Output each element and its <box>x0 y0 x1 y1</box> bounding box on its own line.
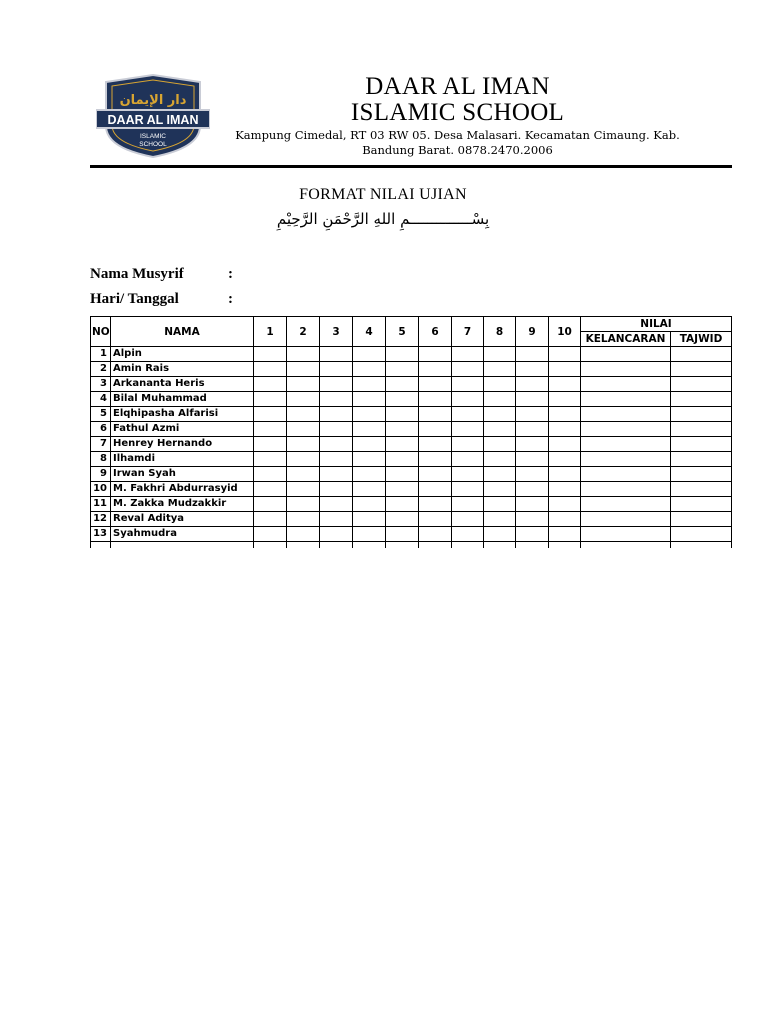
kelancaran-cell[interactable] <box>581 467 671 482</box>
score-cell-8[interactable] <box>484 512 516 527</box>
score-cell-5[interactable] <box>386 512 419 527</box>
row-number: 12 <box>91 512 111 527</box>
score-cell-5[interactable] <box>386 347 419 362</box>
kelancaran-cell[interactable] <box>581 392 671 407</box>
row-number: 4 <box>91 392 111 407</box>
score-cell-6[interactable] <box>419 392 452 407</box>
score-cell-5[interactable] <box>386 377 419 392</box>
score-cell-9[interactable] <box>516 392 549 407</box>
student-name: Fathul Azmi <box>111 422 254 437</box>
score-cell-10[interactable] <box>549 362 581 377</box>
score-cell-5[interactable] <box>386 497 419 512</box>
student-name: Amin Rais <box>111 362 254 377</box>
score-cell-3[interactable] <box>320 392 353 407</box>
score-cell-2[interactable] <box>287 437 320 452</box>
score-cell-10[interactable] <box>549 392 581 407</box>
score-cell-5[interactable] <box>386 527 419 542</box>
tajwid-cell[interactable] <box>671 497 732 512</box>
score-cell-4[interactable] <box>353 452 386 467</box>
score-cell-1[interactable] <box>254 392 287 407</box>
empty-cell <box>452 542 484 549</box>
tajwid-cell[interactable] <box>671 452 732 467</box>
score-cell-10[interactable] <box>549 347 581 362</box>
score-cell-9[interactable] <box>516 452 549 467</box>
school-name-line-1: DAAR AL IMAN <box>365 73 550 100</box>
kelancaran-cell[interactable] <box>581 527 671 542</box>
logo-arabic-text: دار الإيمان <box>119 93 187 108</box>
score-cell-5[interactable] <box>386 452 419 467</box>
table-row <box>91 482 732 497</box>
letterhead <box>90 70 732 166</box>
score-cell-4[interactable] <box>353 527 386 542</box>
score-cell-5[interactable] <box>386 467 419 482</box>
row-number: 5 <box>91 407 111 422</box>
score-cell-1[interactable] <box>254 407 287 422</box>
tajwid-cell[interactable] <box>671 422 732 437</box>
score-cell-3[interactable] <box>320 452 353 467</box>
score-cell-2[interactable] <box>287 512 320 527</box>
table-row <box>91 527 732 542</box>
score-cell-9[interactable] <box>516 422 549 437</box>
tajwid-cell[interactable] <box>671 377 732 392</box>
score-cell-7[interactable] <box>452 482 484 497</box>
header-col-7: 7 <box>452 317 484 347</box>
student-name: M. Fakhri Abdurrasyid <box>111 482 254 497</box>
score-cell-10[interactable] <box>549 482 581 497</box>
tajwid-cell[interactable] <box>671 527 732 542</box>
header-col-9: 9 <box>516 317 549 347</box>
score-cell-7[interactable] <box>452 512 484 527</box>
empty-cell <box>671 542 732 549</box>
score-cell-9[interactable] <box>516 482 549 497</box>
score-cell-2[interactable] <box>287 527 320 542</box>
score-cell-4[interactable] <box>353 512 386 527</box>
kelancaran-cell[interactable] <box>581 437 671 452</box>
score-cell-4[interactable] <box>353 407 386 422</box>
score-cell-2[interactable] <box>287 392 320 407</box>
student-name: Henrey Hernando <box>111 437 254 452</box>
empty-cell <box>581 542 671 549</box>
score-cell-7[interactable] <box>452 392 484 407</box>
tajwid-cell[interactable] <box>671 392 732 407</box>
score-cell-3[interactable] <box>320 362 353 377</box>
score-cell-7[interactable] <box>452 362 484 377</box>
letterhead-divider <box>90 165 732 168</box>
score-cell-6[interactable] <box>419 407 452 422</box>
school-name <box>220 74 695 126</box>
score-cell-7[interactable] <box>452 467 484 482</box>
school-name-line-2: ISLAMIC SCHOOL <box>350 99 565 126</box>
header-col-8: 8 <box>484 317 516 347</box>
row-number: 7 <box>91 437 111 452</box>
score-cell-10[interactable] <box>549 497 581 512</box>
student-name: Elqhipasha Alfarisi <box>111 407 254 422</box>
kelancaran-cell[interactable] <box>581 512 671 527</box>
score-cell-8[interactable] <box>484 377 516 392</box>
score-cell-2[interactable] <box>287 422 320 437</box>
score-cell-9[interactable] <box>516 497 549 512</box>
logo-sub-text-2: SCHOOL <box>139 141 167 148</box>
empty-cell <box>386 542 419 549</box>
table-row <box>91 392 732 407</box>
row-number: 6 <box>91 422 111 437</box>
score-cell-3[interactable] <box>320 347 353 362</box>
row-number: 13 <box>91 527 111 542</box>
score-table <box>90 316 732 548</box>
score-cell-1[interactable] <box>254 527 287 542</box>
row-number: 10 <box>91 482 111 497</box>
header-col-2: 2 <box>287 317 320 347</box>
tajwid-cell[interactable] <box>671 362 732 377</box>
score-cell-1[interactable] <box>254 422 287 437</box>
score-cell-9[interactable] <box>516 362 549 377</box>
score-cell-6[interactable] <box>419 452 452 467</box>
score-cell-9[interactable] <box>516 377 549 392</box>
score-cell-5[interactable] <box>386 362 419 377</box>
score-cell-8[interactable] <box>484 527 516 542</box>
score-cell-7[interactable] <box>452 527 484 542</box>
score-cell-1[interactable] <box>254 482 287 497</box>
score-cell-8[interactable] <box>484 467 516 482</box>
score-cell-9[interactable] <box>516 437 549 452</box>
kelancaran-cell[interactable] <box>581 422 671 437</box>
score-cell-3[interactable] <box>320 467 353 482</box>
score-cell-9[interactable] <box>516 512 549 527</box>
score-cell-10[interactable] <box>549 527 581 542</box>
empty-cell <box>484 542 516 549</box>
row-number: 9 <box>91 467 111 482</box>
score-cell-1[interactable] <box>254 452 287 467</box>
row-number: 11 <box>91 497 111 512</box>
score-cell-3[interactable] <box>320 377 353 392</box>
row-number: 2 <box>91 362 111 377</box>
tajwid-cell[interactable] <box>671 407 732 422</box>
score-cell-2[interactable] <box>287 407 320 422</box>
score-cell-10[interactable] <box>549 407 581 422</box>
score-cell-3[interactable] <box>320 437 353 452</box>
field-colon: : <box>228 291 233 307</box>
score-cell-9[interactable] <box>516 467 549 482</box>
score-cell-5[interactable] <box>386 422 419 437</box>
field-hari-tanggal <box>90 291 233 308</box>
student-name: Syahmudra <box>111 527 254 542</box>
score-cell-6[interactable] <box>419 527 452 542</box>
score-cell-6[interactable] <box>419 362 452 377</box>
tajwid-cell[interactable] <box>671 512 732 527</box>
tajwid-cell[interactable] <box>671 347 732 362</box>
score-cell-6[interactable] <box>419 437 452 452</box>
field-label: Nama Musyrif <box>90 266 184 282</box>
score-cell-1[interactable] <box>254 497 287 512</box>
score-cell-8[interactable] <box>484 497 516 512</box>
score-cell-4[interactable] <box>353 497 386 512</box>
score-cell-6[interactable] <box>419 512 452 527</box>
kelancaran-cell[interactable] <box>581 497 671 512</box>
student-name: Ilhamdi <box>111 452 254 467</box>
school-address <box>220 128 695 158</box>
header-col-10: 10 <box>549 317 581 347</box>
score-cell-1[interactable] <box>254 467 287 482</box>
score-cell-6[interactable] <box>419 482 452 497</box>
student-name: Bilal Muhammad <box>111 392 254 407</box>
score-cell-7[interactable] <box>452 437 484 452</box>
tajwid-cell[interactable] <box>671 467 732 482</box>
score-cell-7[interactable] <box>452 422 484 437</box>
score-cell-3[interactable] <box>320 482 353 497</box>
table-row <box>91 407 732 422</box>
score-cell-2[interactable] <box>287 452 320 467</box>
score-cell-9[interactable] <box>516 407 549 422</box>
table-row <box>91 437 732 452</box>
table-row <box>91 467 732 482</box>
logo-name-text: DAAR AL IMAN <box>107 113 199 127</box>
empty-cell <box>549 542 581 549</box>
empty-cell <box>111 542 254 549</box>
score-cell-10[interactable] <box>549 452 581 467</box>
score-cell-8[interactable] <box>484 362 516 377</box>
header-col-5: 5 <box>386 317 419 347</box>
address-line-1: Kampung Cimedal, RT 03 RW 05. Desa Malasari. Kecamatan Cimaung. Kab. <box>235 128 680 142</box>
score-cell-6[interactable] <box>419 467 452 482</box>
student-name: Arkananta Heris <box>111 377 254 392</box>
score-cell-8[interactable] <box>484 482 516 497</box>
score-cell-4[interactable] <box>353 377 386 392</box>
score-cell-8[interactable] <box>484 422 516 437</box>
score-cell-8[interactable] <box>484 407 516 422</box>
header-no: NO <box>91 317 111 347</box>
score-cell-4[interactable] <box>353 437 386 452</box>
header-col-6: 6 <box>419 317 452 347</box>
field-label: Hari/ Tanggal <box>90 291 179 307</box>
score-cell-2[interactable] <box>287 467 320 482</box>
header-tajwid: TAJWID <box>671 332 732 347</box>
header-col-1: 1 <box>254 317 287 347</box>
score-cell-2[interactable] <box>287 347 320 362</box>
score-cell-6[interactable] <box>419 347 452 362</box>
score-cell-1[interactable] <box>254 512 287 527</box>
score-cell-8[interactable] <box>484 452 516 467</box>
row-number: 3 <box>91 377 111 392</box>
address-line-2: Bandung Barat. 0878.2470.2006 <box>362 143 553 157</box>
school-logo <box>96 74 210 158</box>
score-cell-4[interactable] <box>353 482 386 497</box>
score-cell-6[interactable] <box>419 497 452 512</box>
score-cell-7[interactable] <box>452 407 484 422</box>
score-cell-7[interactable] <box>452 377 484 392</box>
table-row <box>91 347 732 362</box>
score-cell-3[interactable] <box>320 497 353 512</box>
field-colon: : <box>228 266 233 282</box>
score-cell-3[interactable] <box>320 407 353 422</box>
logo-sub-text-1: ISLAMIC <box>139 133 167 140</box>
empty-cell <box>419 542 452 549</box>
table-row <box>91 497 732 512</box>
score-cell-10[interactable] <box>549 467 581 482</box>
student-name: Reval Aditya <box>111 512 254 527</box>
score-cell-10[interactable] <box>549 377 581 392</box>
score-cell-1[interactable] <box>254 362 287 377</box>
score-cell-8[interactable] <box>484 347 516 362</box>
empty-cell <box>91 542 111 549</box>
kelancaran-cell[interactable] <box>581 362 671 377</box>
score-cell-9[interactable] <box>516 527 549 542</box>
empty-cell <box>254 542 287 549</box>
student-name: Irwan Syah <box>111 467 254 482</box>
score-cell-4[interactable] <box>353 347 386 362</box>
score-cell-2[interactable] <box>287 362 320 377</box>
score-cell-6[interactable] <box>419 377 452 392</box>
score-cell-2[interactable] <box>287 482 320 497</box>
score-cell-7[interactable] <box>452 497 484 512</box>
score-cell-10[interactable] <box>549 512 581 527</box>
empty-cell <box>320 542 353 549</box>
score-cell-4[interactable] <box>353 392 386 407</box>
score-cell-4[interactable] <box>353 467 386 482</box>
kelancaran-cell[interactable] <box>581 377 671 392</box>
form-title: FORMAT NILAI UJIAN <box>299 186 467 203</box>
header-kelancaran: KELANCARAN <box>581 332 671 347</box>
score-cell-5[interactable] <box>386 437 419 452</box>
table-row <box>91 452 732 467</box>
score-cell-5[interactable] <box>386 392 419 407</box>
score-cell-3[interactable] <box>320 422 353 437</box>
student-name: M. Zakka Mudzakkir <box>111 497 254 512</box>
score-cell-1[interactable] <box>254 347 287 362</box>
empty-cell <box>353 542 386 549</box>
table-row-empty <box>91 542 732 549</box>
score-cell-9[interactable] <box>516 347 549 362</box>
score-cell-2[interactable] <box>287 497 320 512</box>
score-cell-8[interactable] <box>484 392 516 407</box>
score-cell-5[interactable] <box>386 407 419 422</box>
score-cell-1[interactable] <box>254 437 287 452</box>
header-nilai: NILAI <box>581 317 732 332</box>
header-col-4: 4 <box>353 317 386 347</box>
tajwid-cell[interactable] <box>671 482 732 497</box>
empty-cell <box>287 542 320 549</box>
score-cell-10[interactable] <box>549 437 581 452</box>
score-table-body <box>91 347 732 549</box>
field-nama-musyrif <box>90 266 233 283</box>
table-row <box>91 362 732 377</box>
score-cell-3[interactable] <box>320 527 353 542</box>
score-cell-3[interactable] <box>320 512 353 527</box>
score-cell-2[interactable] <box>287 377 320 392</box>
student-name: Alpin <box>111 347 254 362</box>
table-row <box>91 512 732 527</box>
kelancaran-cell[interactable] <box>581 407 671 422</box>
tajwid-cell[interactable] <box>671 437 732 452</box>
score-cell-7[interactable] <box>452 452 484 467</box>
header-col-3: 3 <box>320 317 353 347</box>
score-cell-7[interactable] <box>452 347 484 362</box>
score-cell-10[interactable] <box>549 422 581 437</box>
kelancaran-cell[interactable] <box>581 452 671 467</box>
row-number: 1 <box>91 347 111 362</box>
score-cell-6[interactable] <box>419 422 452 437</box>
score-cell-8[interactable] <box>484 437 516 452</box>
score-cell-4[interactable] <box>353 422 386 437</box>
score-cell-4[interactable] <box>353 362 386 377</box>
basmala: بِسْــــــــــــــمِ اللهِ الرَّحْمَنِ الرَّحِيْمِ <box>276 210 490 228</box>
score-cell-5[interactable] <box>386 482 419 497</box>
table-row <box>91 377 732 392</box>
empty-cell <box>516 542 549 549</box>
table-row <box>91 422 732 437</box>
row-number: 8 <box>91 452 111 467</box>
kelancaran-cell[interactable] <box>581 482 671 497</box>
header-nama: NAMA <box>111 317 254 347</box>
kelancaran-cell[interactable] <box>581 347 671 362</box>
score-cell-1[interactable] <box>254 377 287 392</box>
